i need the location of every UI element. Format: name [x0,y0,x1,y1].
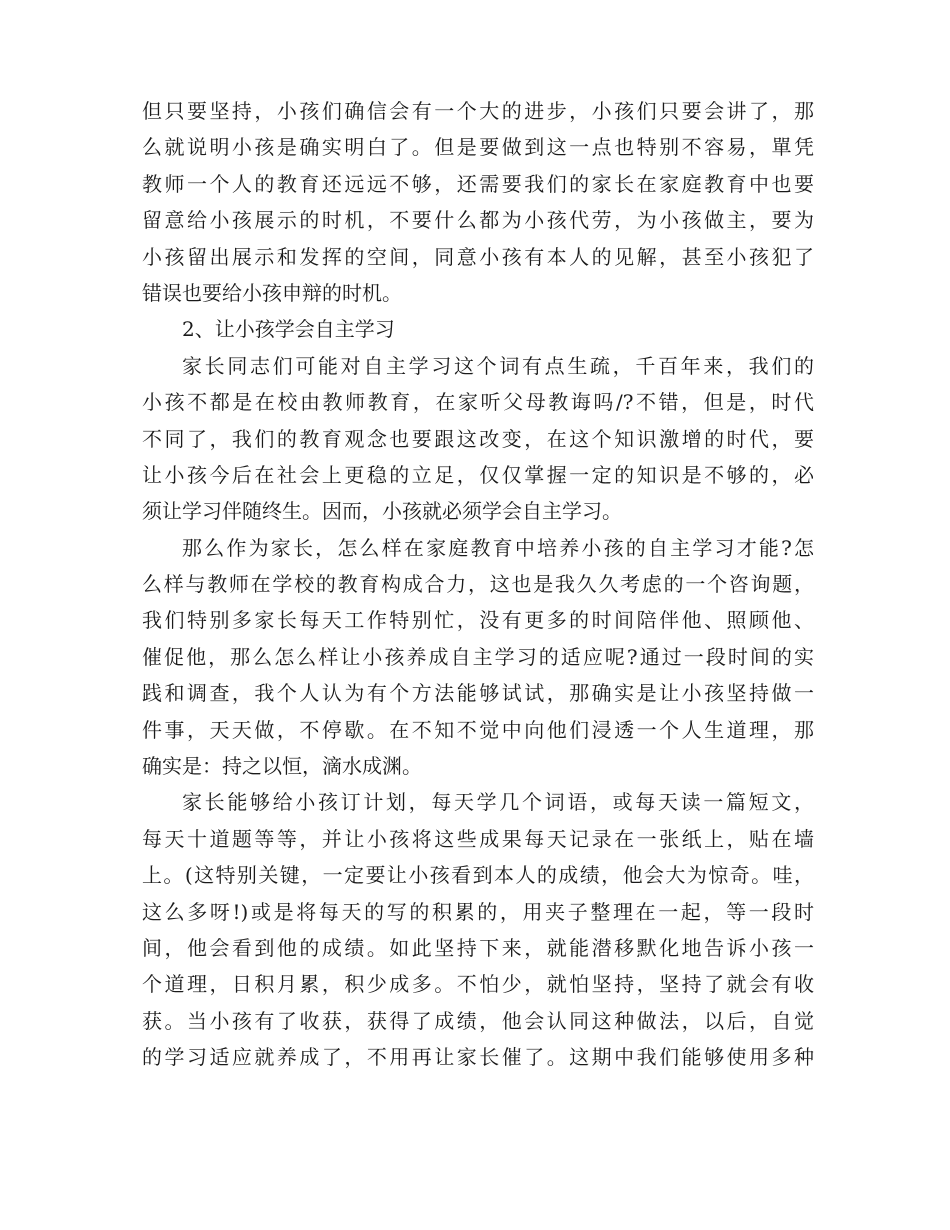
text-line: 但只要坚持，小孩们确信会有一个大的进步，小孩们只要会讲了，那 [142,99,814,123]
text-line: 2、让小孩学会自主学习 [182,317,395,342]
text-line: 小孩留出展示和发挥的空间，同意小孩有本人的见解，甚至小孩犯了 [142,244,814,269]
text-line: 确实是：持之以恒，滴水成渊。 [142,754,422,779]
text-line: 个道理，日积月累，积少成多。不怕少，就怕坚持，坚持了就会有收 [142,972,814,997]
paragraph-p2 [142,348,814,530]
text-line: 家长同志们可能对自主学习这个词有点生疏，千百年来，我们的 [182,353,814,378]
text-line: 留意给小孩展示的时机，不要什么都为小孩代劳，为小孩做主，要为 [142,208,814,233]
section-heading [142,311,814,347]
text-line: 我们特别多家长每天工作特别忙，没有更多的时间陪伴他、照顾他、 [142,608,814,633]
text-line: 这么多呀!)或是将每天的写的积累的，用夹子整理在一起，等一段时 [142,899,814,924]
text-line: 那么作为家长，怎么样在家庭教育中培养小孩的自主学习才能?怎 [182,535,814,560]
text-line: 让小孩今后在社会上更稳的立足，仅仅掌握一定的知识是不够的，必 [142,462,814,487]
text-line: 须让学习伴随终生。因而，小孩就必须学会自主学习。 [142,499,622,524]
text-line: 不同了，我们的教育观念也要跟这改变，在这个知识激增的时代，要 [142,426,814,451]
text-line: 错误也要给小孩申辩的时机。 [142,280,402,305]
text-line: 间，他会看到他的成绩。如此坚持下来，就能潜移默化地告诉小孩一 [142,935,814,960]
text-line: 践和调查，我个人认为有个方法能够试试，那确实是让小孩坚持做一 [142,681,814,706]
text-line: 催促他，那么怎么样让小孩养成自主学习的适应呢?通过一段时间的实 [142,644,814,669]
document-page [142,93,814,1076]
text-line: 获。当小孩有了收获，获得了成绩，他会认同这种做法，以后，自觉 [142,1008,814,1033]
text-line: 么就说明小孩是确实明白了。但是要做到这一点也特别不容易，單凭 [142,135,814,160]
text-line: 上。(这特别关键，一定要让小孩看到本人的成绩，他会大为惊奇。哇， [142,863,814,888]
paragraph-p3 [142,530,814,785]
text-line: 的学习适应就养成了，不用再让家长催了。这期中我们能够使用多种 [142,1045,814,1070]
text-line: 小孩不都是在校由教师教育，在家听父母教诲吗/?不错，但是，时代 [142,390,814,415]
text-line: 教师一个人的教育还远远不够，还需要我们的家长在家庭教育中也要 [142,171,814,196]
text-line: 么样与教师在学校的教育构成合力，这也是我久久考虑的一个咨询题， [142,572,814,597]
paragraph-p4 [142,784,814,1075]
paragraph-p1 [142,93,814,311]
text-line: 每天十道题等等，并让小孩将这些成果每天记录在一张纸上，贴在墙 [142,826,814,851]
text-line: 家长能够给小孩订计划，每天学几个词语，或每天读一篇短文， [182,790,814,815]
text-line: 件事，天天做，不停歇。在不知不觉中向他们浸透一个人生道理，那 [142,717,814,742]
